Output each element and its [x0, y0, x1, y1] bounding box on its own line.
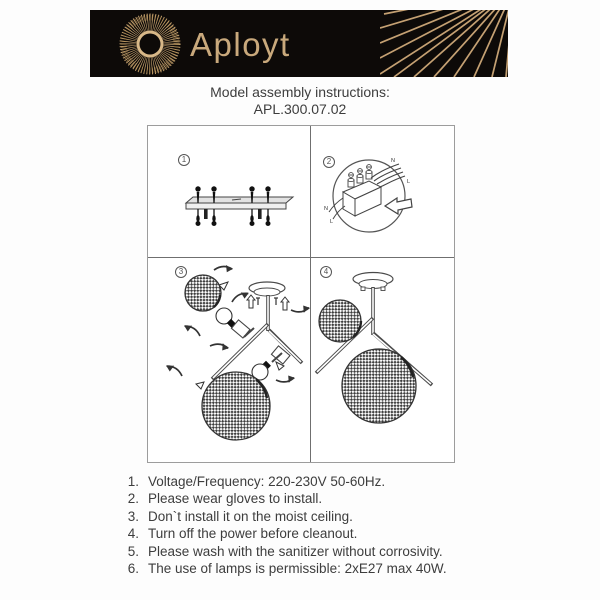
wire-label-l: L — [407, 179, 411, 185]
list-item — [117, 473, 537, 490]
decorative-rays-icon — [380, 10, 508, 77]
model-number: APL.300.07.02 — [253, 101, 347, 117]
list-item — [117, 560, 537, 577]
item-number: 6. — [127, 561, 139, 577]
assembled-fixture-drawing — [311, 258, 454, 462]
diagram-step-4 — [311, 258, 454, 462]
wire-label-l2: L — [330, 219, 334, 225]
wiring-connection-drawing — [311, 126, 454, 257]
step-2-number: 2 — [323, 156, 335, 168]
item-number: 1. — [127, 474, 139, 489]
item-number: 5. — [127, 543, 139, 559]
brand-banner — [90, 10, 508, 77]
item-text: Don`t install it on the moist ceiling. — [148, 508, 353, 524]
step-3-number: 3 — [175, 266, 187, 278]
mounting-bracket-drawing — [148, 126, 310, 257]
item-text: Please wash with the sanitizer without corrosivity. — [148, 543, 443, 559]
item-number: 2. — [127, 491, 139, 507]
list-item — [117, 490, 537, 507]
item-text: Voltage/Frequency: 220-230V 50-60Hz. — [148, 474, 386, 489]
list-item — [117, 543, 537, 560]
item-text: Turn off the power before cleanout. — [148, 526, 358, 542]
wire-label-n2: N — [324, 206, 328, 212]
list-item — [117, 525, 537, 542]
wire-label-n: N — [391, 158, 395, 164]
item-text: Please wear gloves to install. — [148, 491, 323, 507]
instruction-list — [117, 473, 537, 577]
item-number: 3. — [127, 508, 139, 524]
assembly-diagram-frame — [147, 125, 455, 463]
step-4-number: 4 — [320, 266, 332, 278]
brand-name: Aployt — [190, 26, 291, 63]
list-item — [117, 508, 537, 525]
sunburst-logo-icon — [118, 12, 182, 76]
step-1-number: 1 — [178, 154, 190, 166]
shade-bulb-assembly-drawing — [148, 258, 310, 462]
diagram-step-2 — [311, 126, 454, 257]
item-text: The use of lamps is permissible: 2xE27 max 40W. — [148, 561, 447, 577]
page-title: Model assembly instructions: — [210, 84, 390, 100]
diagram-step-3 — [148, 258, 310, 462]
item-number: 4. — [127, 526, 139, 542]
diagram-step-1 — [148, 126, 310, 257]
